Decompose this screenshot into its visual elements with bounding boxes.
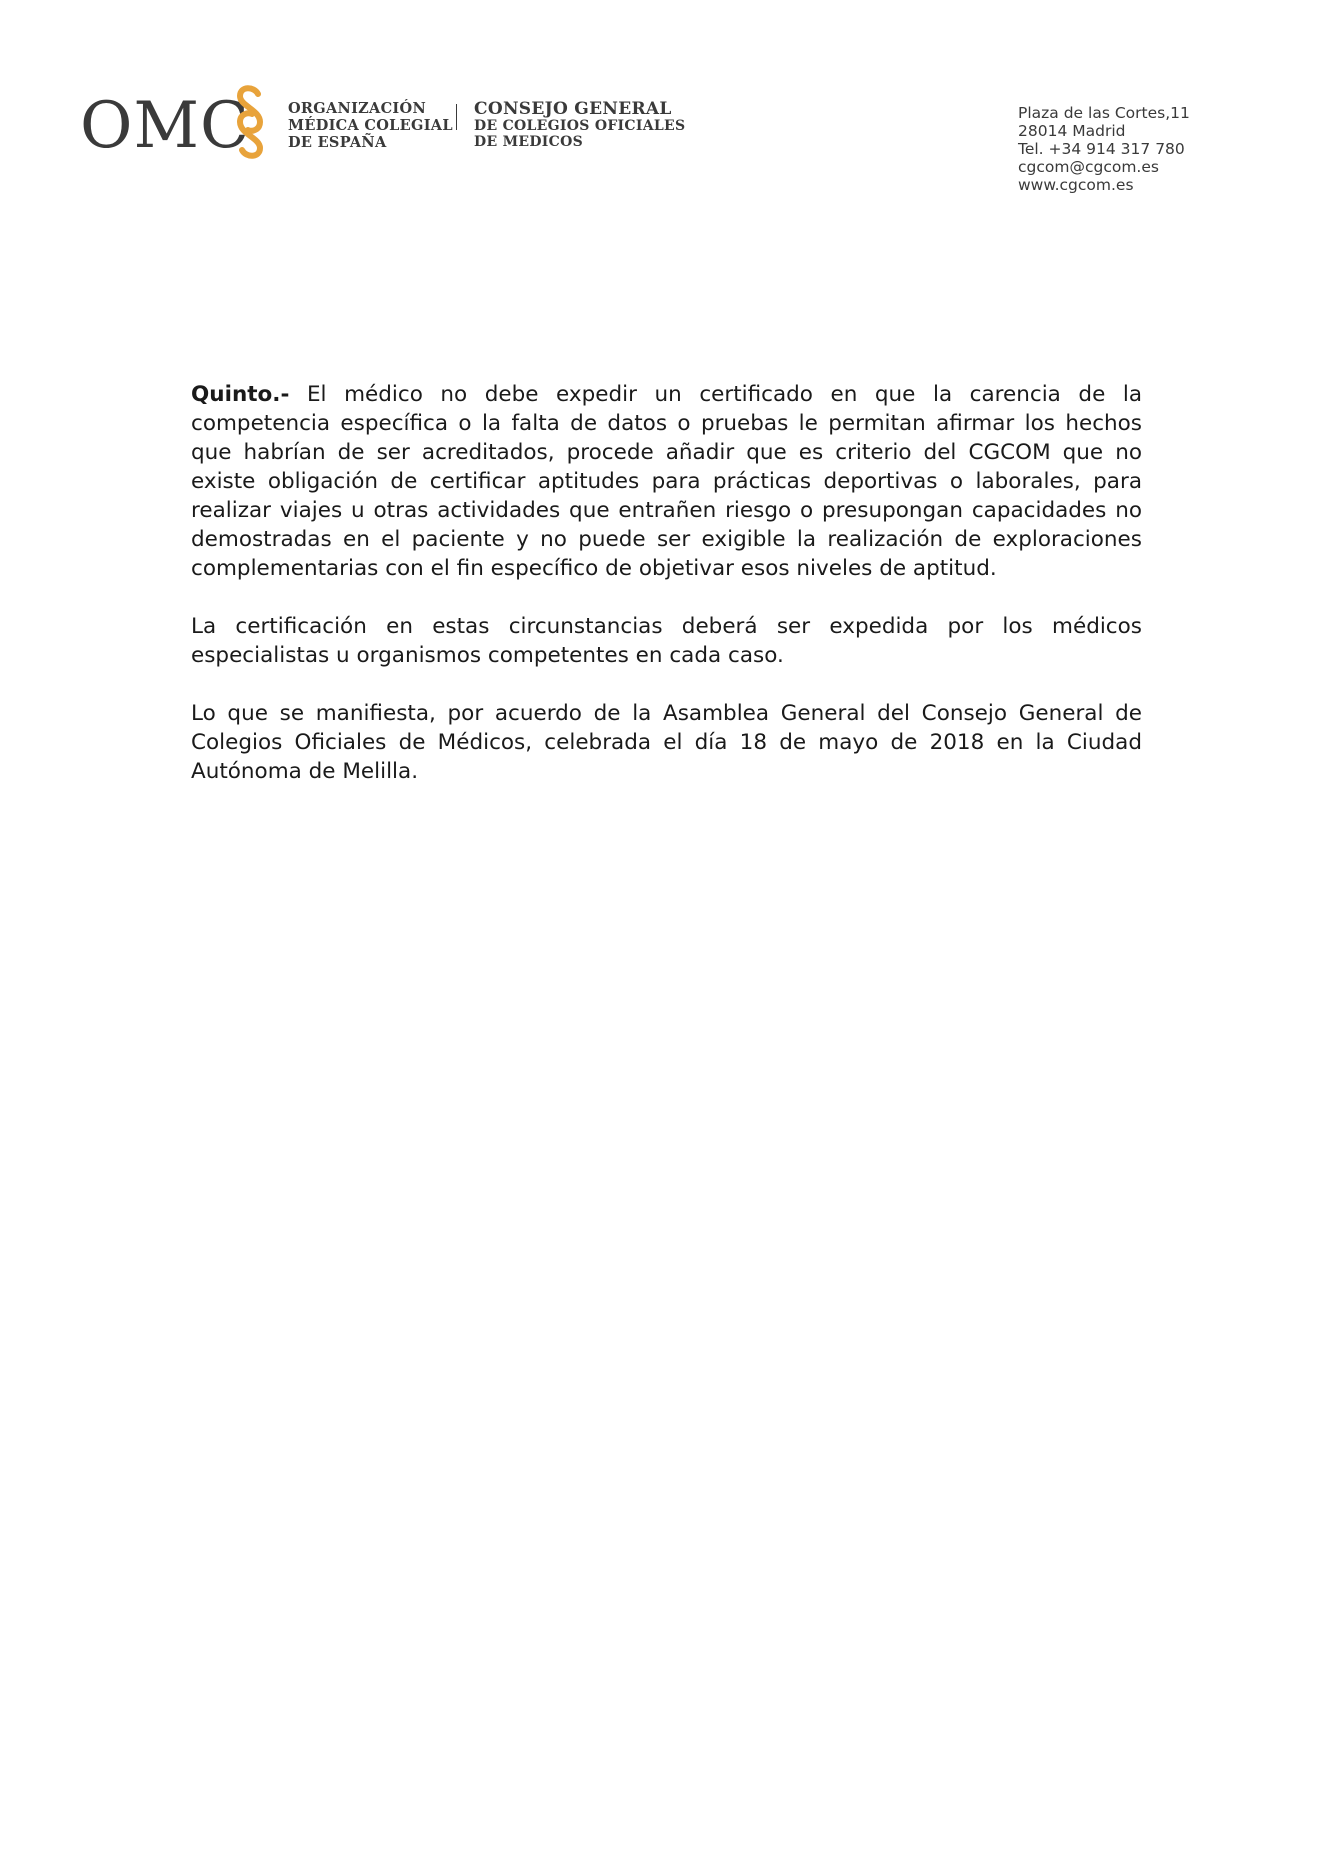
council-line: DE MEDICOS — [474, 134, 583, 150]
address-email: cgcom@cgcom.es — [1018, 158, 1159, 176]
paragraph-text: El médico no debe expedir un certificado en que la carencia de la competencia específica o la falta de datos o pruebas le permitan afirmar los hechos que habrían de ser acreditados, procede añadir que es criterio del CGCOM que no existe obligación de certificar aptitudes para prácticas deportivas o laborales, para realizar viajes u otras actividades que entrañen riesgo o presupongan capacidades no demostradas en el paciente y no puede ser exigible la realización de exploraciones complementarias con el fin específico de objetivar esos niveles de aptitud. — [191, 382, 1142, 581]
paragraph-lead: Quinto.- — [191, 382, 290, 407]
council-name — [474, 100, 685, 150]
paragraph-resolution: Lo que se manifiesta, por acuerdo de la Asamblea General del Consejo General de Colegios Oficiales de Médicos, celebrada el día 18 de mayo de 2018 en la Ciudad Autónoma de Melilla. — [191, 701, 1142, 784]
organization-name — [288, 100, 453, 151]
council-line: DE COLEGIOS OFICIALES — [474, 118, 686, 134]
address-city: 28014 Madrid — [1018, 122, 1126, 140]
paragraph-quinto — [191, 380, 1142, 583]
org-line: MÉDICA COLEGIAL — [288, 117, 453, 134]
address-phone: Tel. +34 914 317 780 — [1018, 140, 1185, 158]
address-block — [1018, 104, 1190, 194]
document-body — [191, 380, 1142, 815]
paragraph-certification: La certificación en estas circunstancias deberá ser expedida por los médicos especialistas u organismos competentes en cada caso. — [191, 614, 1142, 668]
header-divider — [456, 104, 457, 130]
section-sign-logo-icon — [232, 84, 268, 160]
address-street: Plaza de las Cortes,11 — [1018, 104, 1190, 122]
org-line: DE ESPAÑA — [288, 134, 387, 151]
org-line: ORGANIZACIÓN — [288, 100, 426, 117]
council-line: CONSEJO GENERAL — [474, 99, 672, 119]
address-website: www.cgcom.es — [1018, 176, 1134, 194]
omc-logo-text: OMC — [80, 89, 250, 163]
letterhead — [0, 0, 1323, 220]
